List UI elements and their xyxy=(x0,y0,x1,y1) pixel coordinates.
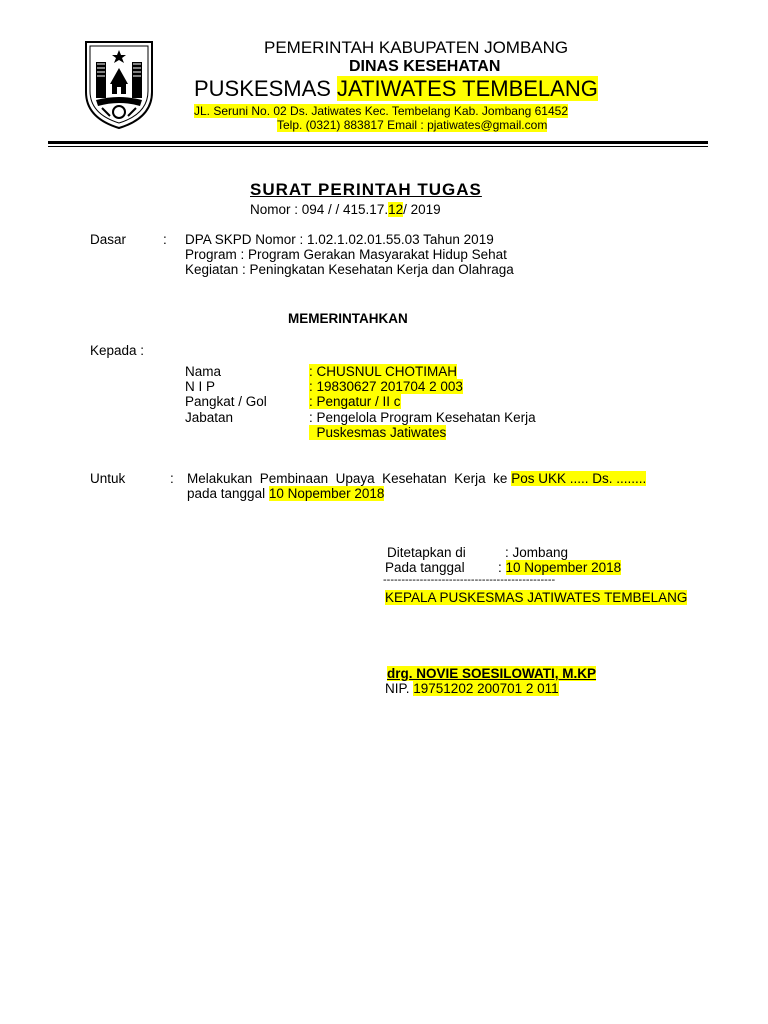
tanggal-label: Pada tanggal xyxy=(385,560,465,575)
dasar-colon: : xyxy=(163,232,167,247)
letter-number-month: 12 xyxy=(388,202,404,217)
header-contact: Telp. (0321) 883817 Email : pjatiwates@gmail.com xyxy=(277,118,548,132)
kepada-jabatan-label: Jabatan xyxy=(185,410,234,425)
untuk-line-2 xyxy=(187,486,384,501)
kepada-nama-label: Nama xyxy=(185,364,222,379)
header-address: JL. Seruni No. 02 Ds. Jatiwates Kec. Tembelang Kab. Jombang 61452 xyxy=(194,104,568,118)
header-divider-thin xyxy=(48,146,708,147)
kepada-pangkat-label: Pangkat / Gol xyxy=(185,394,267,409)
header-divider-thick xyxy=(48,141,708,144)
untuk-label: Untuk xyxy=(90,471,126,486)
tanggal-date: 10 Nopember 2018 xyxy=(505,560,622,575)
kepada-jabatan-value: : Pengelola Program Kesehatan Kerja xyxy=(309,410,536,425)
letter-title: SURAT PERINTAH TUGAS xyxy=(250,180,482,199)
dasar-line-1: DPA SKPD Nomor : 1.02.1.02.01.55.03 Tahun 2019 xyxy=(185,232,494,247)
dasar-line-2: Program : Program Gerakan Masyarakat Hidup Sehat xyxy=(185,247,507,262)
signatory-nip xyxy=(385,681,559,696)
untuk-colon: : xyxy=(170,471,174,486)
header-government: PEMERINTAH KABUPATEN JOMBANG xyxy=(264,38,569,57)
letter-number-year: / 2019 xyxy=(403,202,441,217)
signatory-name: drg. NOVIE SOESILOWATI, M.KP xyxy=(387,666,597,681)
ditetapkan-label: Ditetapkan di xyxy=(387,545,466,560)
kepada-nip-value: : 19830627 201704 2 003 xyxy=(309,379,463,394)
untuk-line-1-text: Melakukan Pembinaan Upaya Kesehatan Kerja ke xyxy=(187,471,512,486)
kepada-jabatan-line-2: Puskesmas Jatiwates xyxy=(309,425,447,440)
header-department: DINAS KESEHATAN xyxy=(349,58,501,75)
dasar-line-3: Kegiatan : Peningkatan Kesehatan Kerja dan Olahraga xyxy=(185,262,514,277)
letter-number xyxy=(250,202,441,217)
signatory-nip-label: NIP. xyxy=(385,681,414,696)
header-institution-highlight: JATIWATES TEMBELANG xyxy=(337,76,598,101)
untuk-line-1 xyxy=(187,471,646,486)
header-institution xyxy=(194,76,598,102)
ditetapkan-value: : Jombang xyxy=(505,545,569,560)
signature-dashes: ----------------------------------------------- xyxy=(383,574,556,586)
signature-position: KEPALA PUSKESMAS JATIWATES TEMBELANG xyxy=(385,590,688,605)
jombang-emblem-icon xyxy=(82,38,156,130)
kepada-label: Kepada : xyxy=(90,343,145,358)
tanggal-value xyxy=(498,560,621,575)
untuk-line-2-text: pada tanggal xyxy=(187,486,269,501)
header-institution-prefix: PUSKESMAS xyxy=(194,76,338,101)
kepada-pangkat-value: : Pengatur / II c xyxy=(309,394,401,409)
tanggal-colon: : xyxy=(498,560,506,575)
kepada-nip-label: N I P xyxy=(185,379,216,394)
kepada-nama-value: : CHUSNUL CHOTIMAH xyxy=(309,364,458,379)
untuk-line-1-location: Pos UKK ..... Ds. ........ xyxy=(511,471,647,486)
memerintahkan-heading: MEMERINTAHKAN xyxy=(288,311,408,326)
letter-number-prefix: Nomor : 094 / / 415.17. xyxy=(250,202,389,217)
signatory-nip-value: 19751202 200701 2 011 xyxy=(413,681,559,696)
dasar-label: Dasar xyxy=(90,232,127,247)
untuk-line-2-date: 10 Nopember 2018 xyxy=(268,486,385,501)
